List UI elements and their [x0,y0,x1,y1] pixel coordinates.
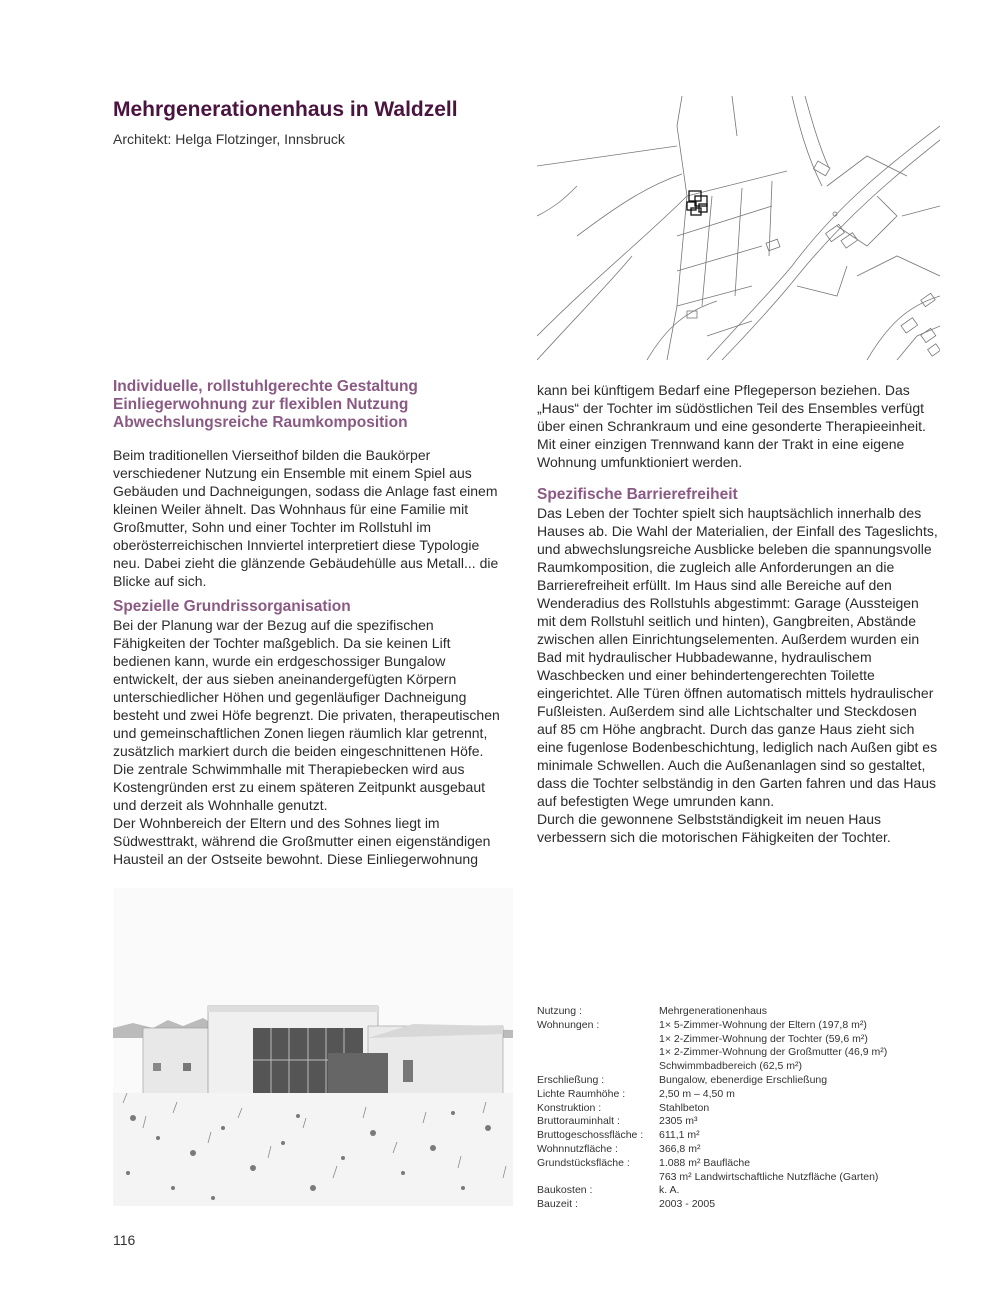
section-heading: Spezifische Barrierefreiheit [537,486,738,503]
fact-label: Grundstücksfläche : [537,1156,630,1169]
fact-row [537,1198,887,1212]
fact-label: Bruttogeschossfläche : [537,1129,644,1142]
fact-row [537,1171,887,1185]
fact-row [537,1102,887,1116]
fact-row [537,1157,887,1171]
section-paragraph: Durch die gewonnene Selbstständigkeit im neuen Haus verbessern sich die motorischen Fähigkeiten der Tochter. [537,811,891,845]
fact-value: 1× 2-Zimmer-Wohnung der Großmutter (46,9 m²) [659,1046,888,1059]
fact-row [537,1005,887,1019]
fact-value: Schwimmbadbereich (62,5 m²) [659,1060,802,1073]
fact-value: Bungalow, ebenerdige Erschließung [659,1073,828,1086]
fact-label: Wohnungen : [537,1018,600,1031]
text-column-right [537,381,940,846]
text-column-left [113,378,508,868]
fact-value: 2003 - 2005 [659,1198,716,1211]
fact-value: 1.088 m² Baufläche [659,1156,751,1169]
fact-label [537,1171,659,1185]
fact-value: 763 m² Landwirtschaftliche Nutzfläche (Garten) [659,1170,879,1183]
building-photo [113,888,513,1206]
fact-value: 611,1 m² [659,1129,700,1142]
fact-row [537,1143,887,1157]
fact-row [537,1033,887,1047]
highlight-item: Einliegerwohnung zur flexiblen Nutzung [113,396,409,413]
fact-label [537,1046,659,1060]
fact-label: Nutzung : [537,1005,582,1017]
fact-value: 2305 m³ [659,1115,698,1128]
fact-row [537,1129,887,1143]
project-facts [537,1005,887,1212]
fact-label [537,1060,659,1074]
fact-row [537,1184,887,1198]
fact-value: 1× 2-Zimmer-Wohnung der Tochter (59,6 m²) [659,1032,868,1045]
fact-label: Bauzeit : [537,1198,578,1211]
fact-row [537,1019,887,1033]
fact-row [537,1046,887,1060]
fact-row [537,1060,887,1074]
fact-value: k. A. [659,1184,680,1197]
site-plan-drawing [537,96,940,360]
fact-row [537,1074,887,1088]
page-title: Mehrgenerationenhaus in Waldzell [113,98,458,121]
page-number: 116 [113,1232,136,1248]
fact-value: 1× 5-Zimmer-Wohnung der Eltern (197,8 m²) [659,1018,867,1031]
fact-value: Mehrgenerationenhaus [659,1005,767,1017]
highlight-item: Individuelle, rollstuhlgerechte Gestaltung [113,378,418,395]
fact-value: Stahlbeton [659,1101,710,1114]
intro-paragraph: Beim traditionellen Vierseithof bilden die Baukörper verschiedener Nutzung ein Ensemble mit einem Spiel aus Gebäuden und Dachneigungen, sodass die Anlage fast einem kleinen Weiler ähnelt. Das Wohnhaus für eine Familie mit Großmutter, Sohn und einer Tochter im Rollstuhl im oberösterreichischen Innviertel interpretiert diese Typologie neu. Dabei zieht die glänzende Gebäudehülle aus Metall... die Blicke auf sich. [113,447,499,589]
fact-row [537,1115,887,1129]
fact-label: Baukosten : [537,1184,593,1197]
fact-row [537,1088,887,1102]
architect-credit: Architekt: Helga Flotzinger, Innsbruck [113,131,345,147]
fact-value: 366,8 m² [659,1142,701,1155]
section-paragraph-right-part: kann bei künftigem Bedarf eine Pflegeperson beziehen. Das „Haus“ der Tochter im südöstlichen Teil des Ensembles verfügt über einen Schrankraum und eine gesonderte Therapieeinheit. Mit einer einzigen Trennwand kann der Trakt in eine eigene Wohnung umfunktioniert werden. [537,382,926,470]
section-paragraph: Bei der Planung war der Bezug auf die spezifischen Fähigkeiten der Tochter maßgeblich. Da sie keinen Lift bedienen kann, wurde ein erdgeschossiger Bungalow entwickelt, der aus sieben aneinandergefügten Körpern unterschiedlicher Höhen und gegenläufiger Dachneigung besteht und zwei Höfe begrenzt. Die privaten, therapeutischen und gemeinschaftlichen Zonen liegen räumlich klar getrennt, zusätzlich markiert durch die beiden eingeschnittenen Höfe. Die zentrale Schwimmhalle mit Therapiebecken wird aus Kostengründen erst zu einem späteren Zeitpunkt ausgebaut und derzeit als Wohnhalle genutzt. [113,617,500,813]
fact-label [537,1033,659,1047]
section-paragraph: Das Leben der Tochter spielt sich hauptsächlich innerhalb des Hauses ab. Die Wahl der Materialien, der Einfall des Tageslichts, und abwechslungsreiche Ausblicke beleben die spannungsvolle Raumkomposition, die zugleich alle Anforderungen an die Barrierefreiheit erfüllt. Im Haus sind alle Bereiche auf den Wenderadius des Rollstuhls abgestimmt: Garage (Aussteigen mit dem Rollstuhl seitlich und hinten), Gangbreiten, Abstände zwischen allen Einrichtungselementen. Außerdem wurden ein Bad mit hydraulischer Hubbadewanne, hydraulischem Waschbecken und einer behindertengerechten Toilette eingerichtet. Alle Türen öffnen automatisch mittels hydraulischer Fußleisten. Außerdem sind alle Lichtschalter und Steckdosen auf 85 cm Höhe angbracht. Durch das ganze Haus zieht sich eine fugenlose Bodenbeschichtung, lediglich nach Außen gibt es minimale Schwellen. Auch die Außenanlagen sind so gestaltet, dass die Tochter selbständig in den Garten fahren und das Haus auf befestigten Wege umrunden kann. [537,505,938,809]
fact-label: Lichte Raumhöhe : [537,1087,626,1100]
section-paragraph-left-part: Der Wohnbereich der Eltern und des Sohnes liegt im Südwesttrakt, während die Großmutter einen eigenständigen Hausteil an der Ostseite bewohnt. Diese Einliegerwohnung [113,815,491,867]
fact-value: 2,50 m – 4,50 m [659,1087,735,1100]
fact-label: Wohnnutzfläche : [537,1142,618,1155]
section-heading: Spezielle Grundrissorganisation [113,598,351,615]
fact-label: Konstruktion : [537,1101,602,1114]
fact-label: Bruttorauminhalt : [537,1115,620,1128]
fact-label: Erschließung : [537,1073,605,1086]
highlight-item: Abwechslungsreiche Raumkomposition [113,414,408,431]
highlights [113,378,508,432]
